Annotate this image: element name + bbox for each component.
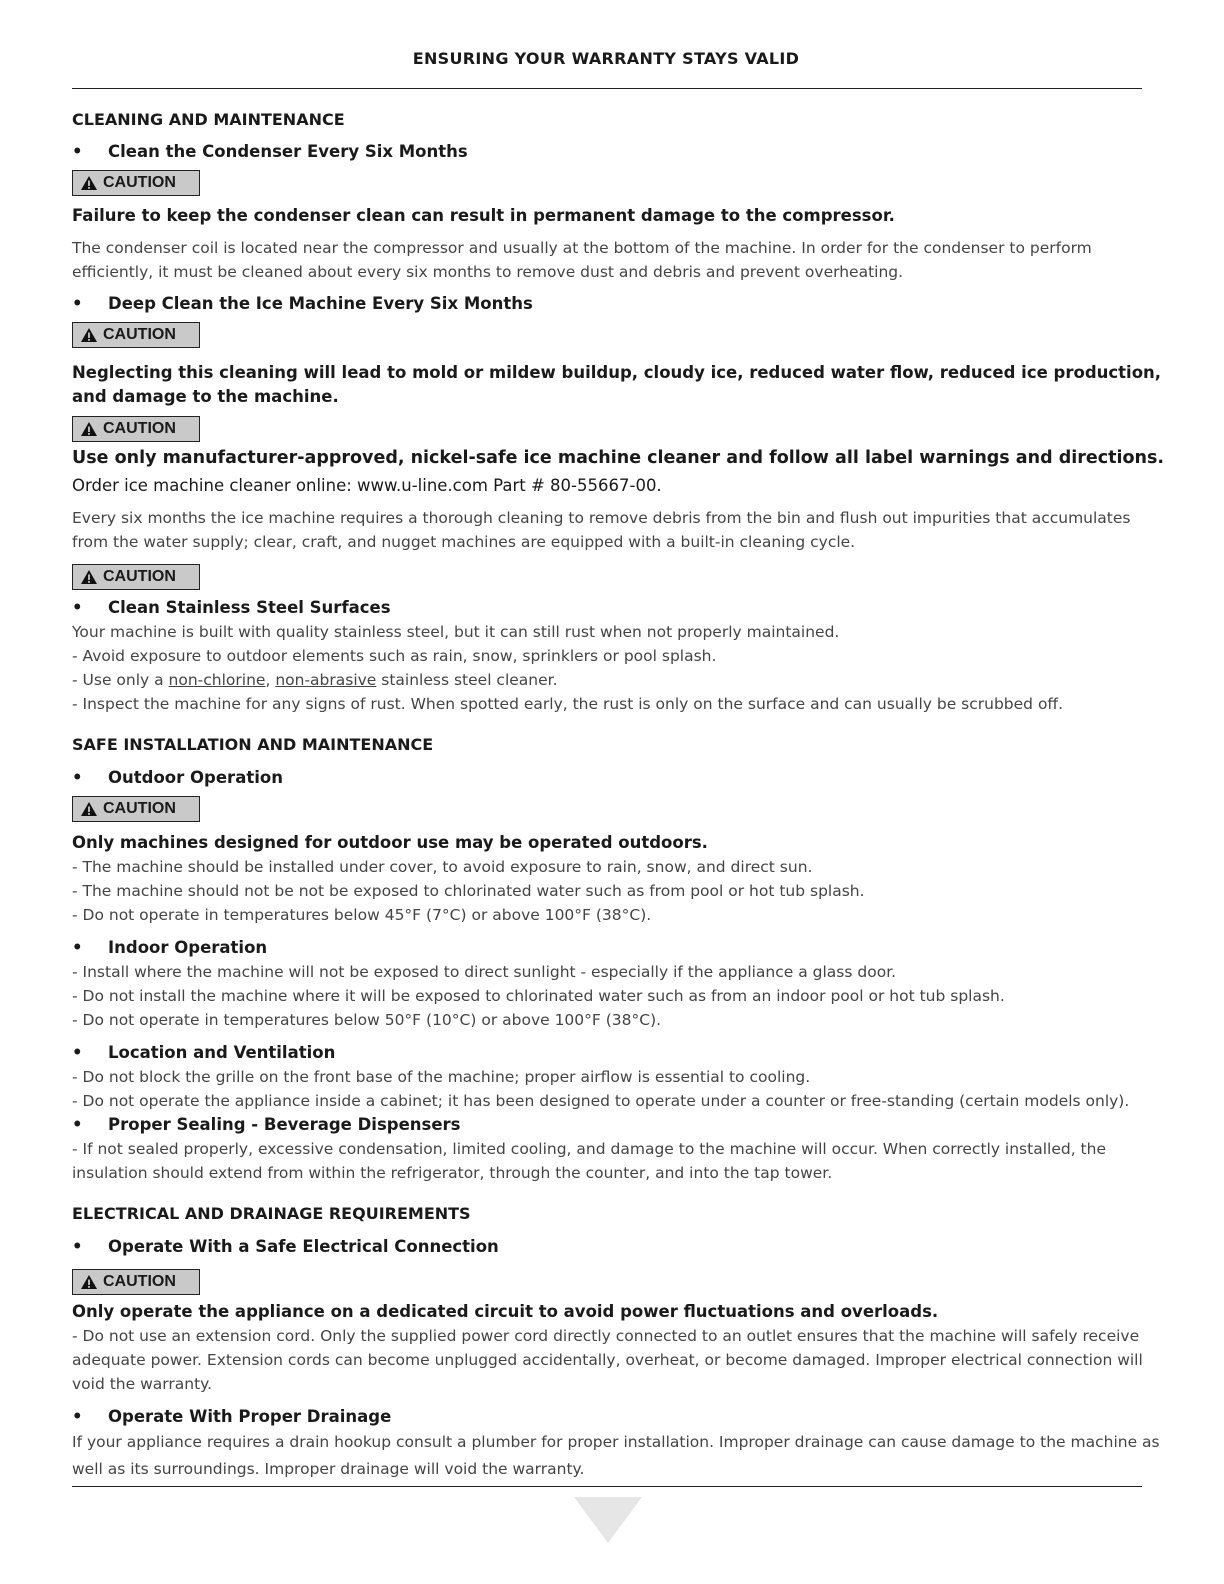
- warning-triangle-icon: [80, 175, 98, 191]
- caution-badge: CAUTION: [72, 170, 200, 196]
- caution-badge: CAUTION: [72, 322, 200, 348]
- bullet-drainage: [72, 1405, 1167, 1429]
- warning-triangle-icon: [80, 327, 98, 343]
- outdoor-line: - Do not operate in temperatures below 45°F (7°C) or above 100°F (38°C).: [72, 906, 652, 924]
- body-deep-clean: Every six months the ice machine requires a thorough cleaning to remove debris from the bin and flush out impurities that accumulates from the water supply; clear, craft, and nugget machines are equipped with a built-in cleaning cycle.: [72, 509, 1131, 551]
- warning-triangle-icon: [80, 569, 98, 585]
- bullet-icon: •: [72, 142, 83, 161]
- document-body: [72, 108, 1167, 1483]
- bullet-indoor: [72, 936, 1167, 960]
- bullet-electrical-title: Operate With a Safe Electrical Connection: [108, 1237, 499, 1256]
- bullet-icon: •: [72, 598, 83, 617]
- bullet-stainless: [72, 596, 1167, 620]
- bullet-location: [72, 1041, 1167, 1065]
- stainless-line: - Avoid exposure to outdoor elements such as rain, snow, sprinklers or pool splash.: [72, 647, 717, 665]
- bullet-icon: •: [72, 1115, 83, 1134]
- stainless-line: Your machine is built with quality stainless steel, but it can still rust when not properly maintained.: [72, 623, 840, 641]
- bullet-sealing-title: Proper Sealing - Beverage Dispensers: [108, 1115, 461, 1134]
- bullet-icon: •: [72, 294, 83, 313]
- location-line: - Do not block the grille on the front base of the machine; proper airflow is essential to cooling.: [72, 1068, 811, 1086]
- outdoor-line: - The machine should be installed under cover, to avoid exposure to rain, snow, and direct sun.: [72, 858, 813, 876]
- warning-triangle-icon: [80, 421, 98, 437]
- non-abrasive-text: non-abrasive: [275, 671, 377, 689]
- section-heading-electrical: ELECTRICAL AND DRAINAGE REQUIREMENTS: [72, 1204, 471, 1223]
- bullet-indoor-title: Indoor Operation: [108, 938, 268, 957]
- bullet-icon: •: [72, 938, 83, 957]
- warning-deep-clean: Neglecting this cleaning will lead to mold or mildew buildup, cloudy ice, reduced water flow, reduced ice production, and damage to the machine.: [72, 363, 1162, 406]
- bullet-icon: •: [72, 1237, 83, 1256]
- caution-badge: CAUTION: [72, 416, 200, 442]
- indoor-line: - Install where the machine will not be exposed to direct sunlight - especially if the appliance a glass door.: [72, 963, 897, 981]
- body-condenser: The condenser coil is located near the compressor and usually at the bottom of the machine. In order for the condenser to perform efficiently, it must be cleaned about every six months to remove dust and debris and prevent overheating.: [72, 239, 1092, 281]
- warning-condenser: Failure to keep the condenser clean can result in permanent damage to the compressor.: [72, 206, 895, 225]
- warning-triangle-icon: [80, 801, 98, 817]
- indoor-line: - Do not install the machine where it will be exposed to chlorinated water such as from an indoor pool or hot tub splash.: [72, 987, 1005, 1005]
- bullet-condenser: [72, 140, 1167, 164]
- section-heading-safe-installation: SAFE INSTALLATION AND MAINTENANCE: [72, 735, 434, 754]
- page-title: ENSURING YOUR WARRANTY STAYS VALID: [412, 49, 800, 68]
- footer-divider: [72, 1486, 1142, 1487]
- bullet-sealing: [72, 1113, 1167, 1137]
- stainless-line: - Inspect the machine for any signs of rust. When spotted early, the rust is only on the surface and can usually be scrubbed off.: [72, 695, 1064, 713]
- non-chlorine-text: non-chlorine: [168, 671, 266, 689]
- warning-cleaner: Use only manufacturer-approved, nickel-safe ice machine cleaner and follow all label warnings and directions. Order ice machine cleaner online: www.u-line.com Part # 80-55667-00.: [72, 448, 1165, 495]
- bullet-electrical: [72, 1235, 1167, 1259]
- bullet-icon: •: [72, 768, 83, 787]
- stainless-line: - Use only a non-chlorine, non-abrasive stainless steel cleaner.: [72, 671, 558, 689]
- caution-badge: CAUTION: [72, 796, 200, 822]
- indoor-line: - Do not operate in temperatures below 50°F (10°C) or above 100°F (38°C).: [72, 1011, 662, 1029]
- warning-triangle-icon: [80, 1274, 98, 1290]
- header-divider: [72, 88, 1142, 89]
- bullet-location-title: Location and Ventilation: [108, 1043, 336, 1062]
- cleaner-order-info: Order ice machine cleaner online: www.u-line.com Part # 80-55667-00.: [72, 476, 662, 495]
- body-sealing: - If not sealed properly, excessive condensation, limited cooling, and damage to the machine will occur. When correctly installed, the insulation should extend from within the refrigerator, through the counter, and into the tap tower.: [72, 1140, 1106, 1182]
- bullet-stainless-title: Clean Stainless Steel Surfaces: [108, 598, 391, 617]
- bullet-condenser-title: Clean the Condenser Every Six Months: [108, 142, 468, 161]
- location-line: - Do not operate the appliance inside a cabinet; it has been designed to operate under a counter or free-standing (certain models only).: [72, 1092, 1130, 1110]
- warning-outdoor: Only machines designed for outdoor use may be operated outdoors.: [72, 833, 708, 852]
- body-drainage: If your appliance requires a drain hookup consult a plumber for proper installation. Improper drainage can cause damage to the machine as well as its surroundings. Improper drainage will void the warranty.: [72, 1433, 1160, 1478]
- bullet-outdoor: [72, 766, 1167, 790]
- down-arrow-icon: [574, 1497, 642, 1543]
- caution-badge: CAUTION: [72, 1269, 200, 1295]
- caution-badge: CAUTION: [72, 564, 200, 590]
- bullet-drainage-title: Operate With Proper Drainage: [108, 1407, 392, 1426]
- bullet-icon: •: [72, 1407, 83, 1426]
- bullet-icon: •: [72, 1043, 83, 1062]
- bullet-deep-clean-title: Deep Clean the Ice Machine Every Six Months: [108, 294, 533, 313]
- bullet-outdoor-title: Outdoor Operation: [108, 768, 283, 787]
- outdoor-line: - The machine should not be not be exposed to chlorinated water such as from pool or hot tub splash.: [72, 882, 865, 900]
- body-electrical: - Do not use an extension cord. Only the supplied power cord directly connected to an outlet ensures that the machine will safely receive adequate power. Extension cords can become unplugged accidentally, overheat, or become damaged. Improper electrical connection will void the warranty.: [72, 1327, 1143, 1393]
- bullet-deep-clean: [72, 292, 1167, 316]
- warning-electrical: Only operate the appliance on a dedicated circuit to avoid power fluctuations and overloads.: [72, 1302, 939, 1321]
- section-heading-cleaning: CLEANING AND MAINTENANCE: [72, 110, 345, 129]
